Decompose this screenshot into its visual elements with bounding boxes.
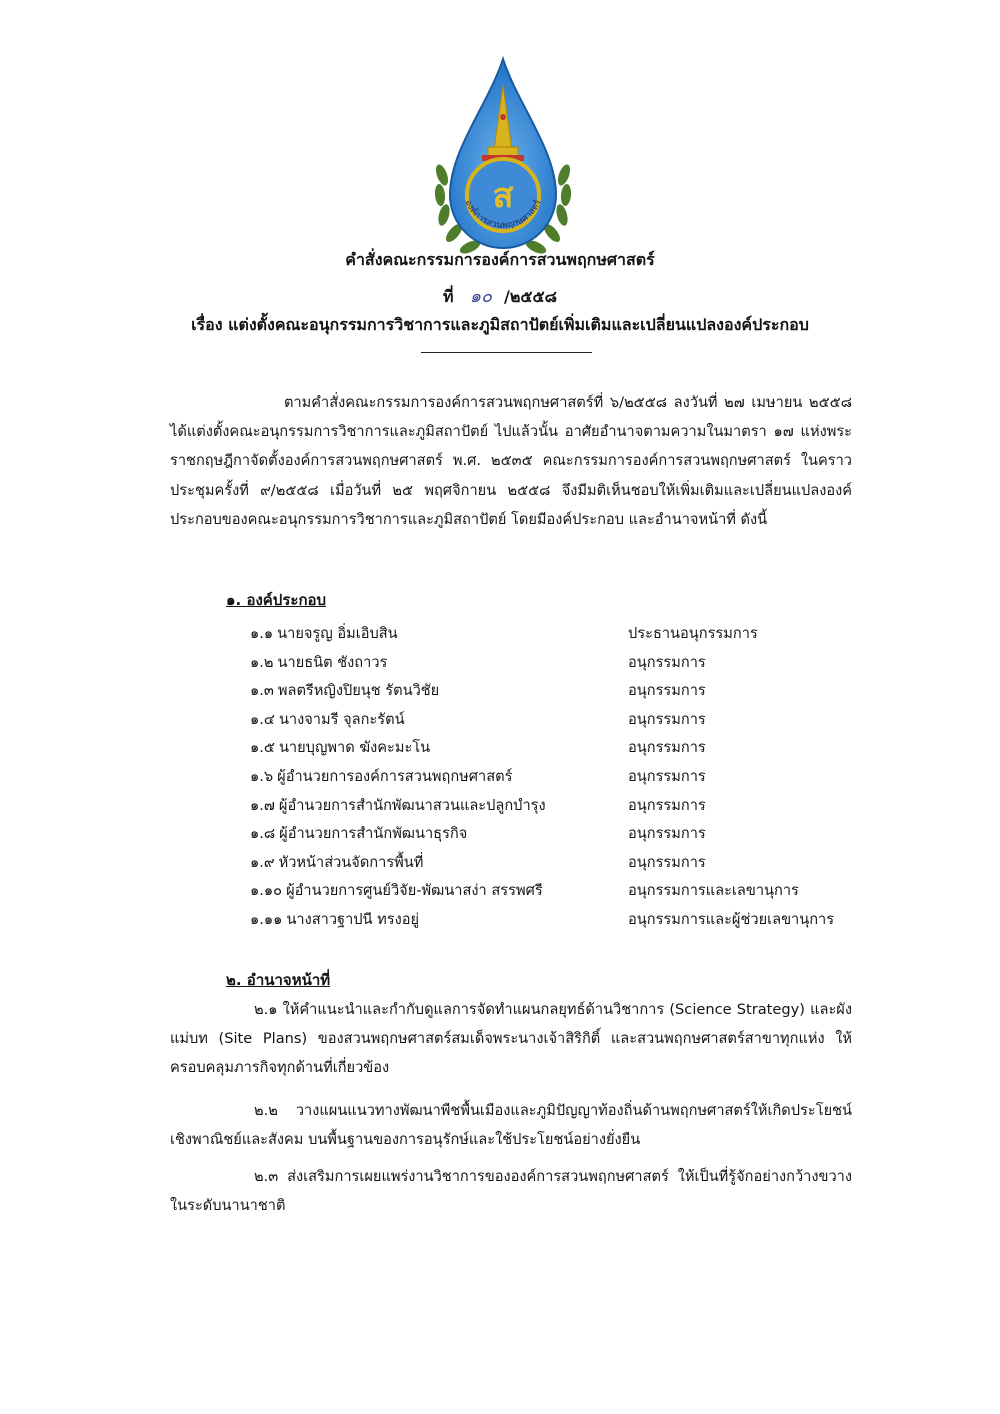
member-row — [250, 877, 860, 906]
member-row — [250, 649, 860, 678]
member-number: ๑.๓ — [250, 682, 274, 700]
member-role: อนุกรรมการ — [628, 710, 706, 728]
member-role: อนุกรรมการ — [628, 825, 706, 843]
member-number: ๑.๖ — [250, 767, 274, 785]
member-row — [250, 706, 860, 735]
order-subject: เรื่อง แต่งตั้งคณะอนุกรรมการวิชาการและภูมิสถาปัตย์เพิ่มเติมและเปลี่ยนแปลงองค์ประกอบ — [191, 315, 809, 334]
member-role: อนุกรรมการและผู้ช่วยเลขานุการ — [628, 910, 835, 928]
member-number: ๑.๗ — [250, 796, 275, 814]
member-role: อนุกรรมการและเลขานุการ — [628, 882, 799, 900]
member-row — [250, 763, 860, 792]
member-name: ผู้อำนวยการสำนักพัฒนาธุรกิจ — [279, 825, 468, 843]
order-number-label: ที่ — [443, 287, 454, 306]
member-list — [250, 620, 860, 935]
member-role: อนุกรรมการ — [628, 853, 706, 871]
member-row — [250, 620, 860, 649]
organization-emblem — [428, 55, 578, 270]
member-row — [250, 792, 860, 821]
member-name: นางจามรี จุลกะรัตน์ — [278, 710, 405, 728]
member-name: ผู้อำนวยการศูนย์วิจัย-พัฒนาสง่า สรรพศรี — [286, 882, 543, 900]
duty-paragraph: ๒.๑ ให้คำแนะนำและกำกับดูแลการจัดทำแผนกลยุทธ์ด้านวิชาการ (Science Strategy) และผังแม่บท (Site Plans) ของสวนพฤกษศาสตร์สมเด็จพระนางเจ้าสิริกิติ์ และสวนพฤกษศาสตร์สาขาทุกแห่ง ให้ครอบคลุมภารกิจทุกด้านที่เกี่ยวข้อง — [170, 1001, 852, 1077]
order-number-suffix: /๒๕๕๘ — [504, 287, 557, 306]
order-number — [0, 281, 1000, 310]
duty-paragraph: ๒.๓ ส่งเสริมการเผยแพร่งานวิชาการขององค์การสวนพฤกษศาสตร์ ให้เป็นที่รู้จักอย่างกว้างขวางในระดับนานาชาติ — [170, 1168, 852, 1215]
member-name: นายธนิต ชังถาวร — [277, 653, 388, 671]
section-composition-heading: ๑. องค์ประกอบ — [226, 591, 327, 609]
member-name: พลตรีหญิงปิยนุช รัตนวิชัย — [277, 682, 440, 700]
member-name: นายบุญพาด ฆังคะมะโน — [278, 739, 431, 757]
member-name: นางสาวฐาปนี ทรงอยู่ — [286, 910, 420, 928]
member-number: ๑.๕ — [250, 739, 275, 757]
member-name: นายจรูญ อิ่มเอิบสิน — [277, 625, 398, 642]
order-number-handwritten: ๑๐ — [469, 286, 492, 307]
member-number: ๑.๔ — [250, 710, 275, 728]
member-number: ๑.๑ — [250, 625, 274, 642]
member-name: ผู้อำนวยการองค์การสวนพฤกษศาสตร์ — [277, 767, 513, 785]
member-role: อนุกรรมการ — [628, 767, 706, 785]
member-role: อนุกรรมการ — [628, 682, 706, 700]
member-row — [250, 734, 860, 763]
member-role: อนุกรรมการ — [628, 796, 706, 814]
monogram-glyph: ส — [492, 176, 514, 216]
member-role: ประธานอนุกรรมการ — [628, 625, 758, 642]
member-number: ๑.๙ — [250, 853, 275, 871]
member-number: ๑.๑๐ — [250, 882, 283, 900]
member-number: ๑.๑๑ — [250, 910, 283, 928]
section-duties-heading: ๒. อำนาจหน้าที่ — [226, 971, 331, 989]
member-row — [250, 677, 860, 706]
member-number: ๑.๘ — [250, 825, 276, 843]
header-divider — [421, 352, 592, 353]
member-role: อนุกรรมการ — [628, 653, 706, 671]
member-name: ผู้อำนวยการสำนักพัฒนาสวนและปลูกบำรุง — [278, 796, 546, 814]
order-title: คำสั่งคณะกรรมการองค์การสวนพฤกษศาสตร์ — [345, 250, 655, 269]
member-row — [250, 906, 860, 935]
member-name: หัวหน้าส่วนจัดการพื้นที่ — [278, 853, 424, 871]
member-row — [250, 820, 860, 849]
member-number: ๑.๒ — [250, 653, 274, 671]
member-role: อนุกรรมการ — [628, 739, 706, 757]
intro-paragraph: ตามคำสั่งคณะกรรมการองค์การสวนพฤกษศาสตร์ที่ ๖/๒๕๕๘ ลงวันที่ ๒๗ เมษายน ๒๕๕๘ ได้แต่งตั้งคณะอนุกรรมการวิชาการและภูมิสถาปัตย์ ไปแล้วนั้น อาศัยอำนาจตามความในมาตรา ๑๗ แห่งพระราชกฤษฎีกาจัดตั้งองค์การสวนพฤกษศาสตร์ พ.ศ. ๒๕๓๕ คณะกรรมการองค์การสวนพฤกษศาสตร์ ในคราวประชุมครั้งที่ ๙/๒๕๕๘ เมื่อวันที่ ๒๕ พฤศจิกายน ๒๕๕๘ จึงมีมติเห็นชอบให้เพิ่มเติมและเปลี่ยนแปลงองค์ประกอบของคณะอนุกรรมการวิชาการและภูมิสถาปัตย์ โดยมีองค์ประกอบ และอำนาจหน้าที่ ดังนี้ — [170, 394, 852, 528]
emblem-caption: องค์การสวนพฤกษศาสตร์ — [462, 198, 544, 231]
member-row — [250, 849, 860, 878]
duty-paragraph: ๒.๒ วางแผนแนวทางพัฒนาพืชพื้นเมืองและภูมิปัญญาท้องถิ่นด้านพฤกษศาสตร์ให้เกิดประโยชน์เชิงพาณิชย์และสังคม บนพื้นฐานของการอนุรักษ์และใช้ประโยชน์อย่างยั่งยืน — [170, 1102, 852, 1149]
